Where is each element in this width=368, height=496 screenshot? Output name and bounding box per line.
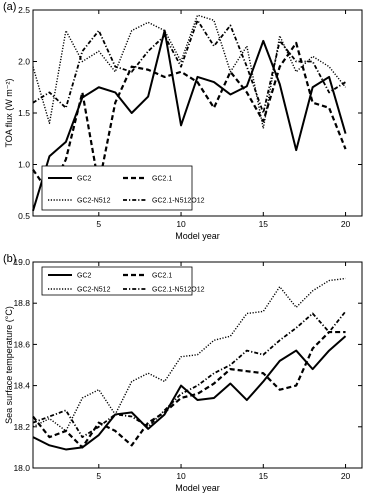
x-tick-label: 5 bbox=[96, 471, 102, 481]
y-axis-label: Sea surface temperature (°C) bbox=[4, 306, 14, 424]
legend-label: GC2-N512 bbox=[77, 197, 111, 205]
legend-label: GC2-N512 bbox=[77, 286, 111, 294]
legend-label: GC2.1 bbox=[152, 272, 173, 280]
x-tick-label: 20 bbox=[340, 471, 351, 481]
x-tick-label: 15 bbox=[258, 471, 269, 481]
y-tick-label: 2.5 bbox=[18, 5, 30, 15]
legend-label: GC2 bbox=[77, 272, 92, 280]
x-tick-label: 15 bbox=[258, 219, 269, 229]
legend-label: GC2.1 bbox=[152, 175, 173, 183]
y-tick-label: 19.0 bbox=[13, 257, 30, 267]
x-tick-label: 10 bbox=[176, 471, 186, 481]
y-tick-label: 18.6 bbox=[13, 339, 30, 350]
x-tick-label: 10 bbox=[176, 219, 186, 229]
legend-label: GC2.1-N512O12 bbox=[152, 197, 205, 205]
y-tick-label: 0.5 bbox=[18, 211, 30, 221]
legend-label: GC2 bbox=[77, 175, 92, 183]
series-line-gc2-1 bbox=[33, 332, 346, 447]
legend-label: GC2.1-N512O12 bbox=[152, 286, 205, 294]
y-tick-label: 18.2 bbox=[13, 421, 30, 432]
x-tick-label: 20 bbox=[340, 219, 351, 229]
y-tick-label: 18.8 bbox=[13, 298, 30, 309]
y-tick-label: 1.0 bbox=[18, 159, 30, 170]
x-axis-label: Model year bbox=[175, 231, 220, 241]
panel-a bbox=[3, 1, 362, 241]
y-tick-label: 2.0 bbox=[18, 56, 30, 67]
legend bbox=[42, 267, 205, 295]
y-tick-label: 1.5 bbox=[18, 108, 30, 118]
x-tick-label: 5 bbox=[96, 219, 102, 229]
legend bbox=[42, 166, 205, 210]
panel-label: (b) bbox=[3, 253, 17, 265]
series-line-gc2-n512 bbox=[33, 15, 346, 128]
series-line-gc2-1-n512o12 bbox=[33, 311, 346, 437]
panel-b bbox=[3, 253, 362, 493]
y-tick-label: 18.0 bbox=[13, 463, 30, 473]
x-axis-label: Model year bbox=[175, 483, 220, 493]
y-axis-label: TOA flux (W m⁻²) bbox=[4, 78, 14, 148]
y-tick-label: 18.4 bbox=[13, 380, 30, 391]
panel-label: (a) bbox=[3, 1, 17, 13]
